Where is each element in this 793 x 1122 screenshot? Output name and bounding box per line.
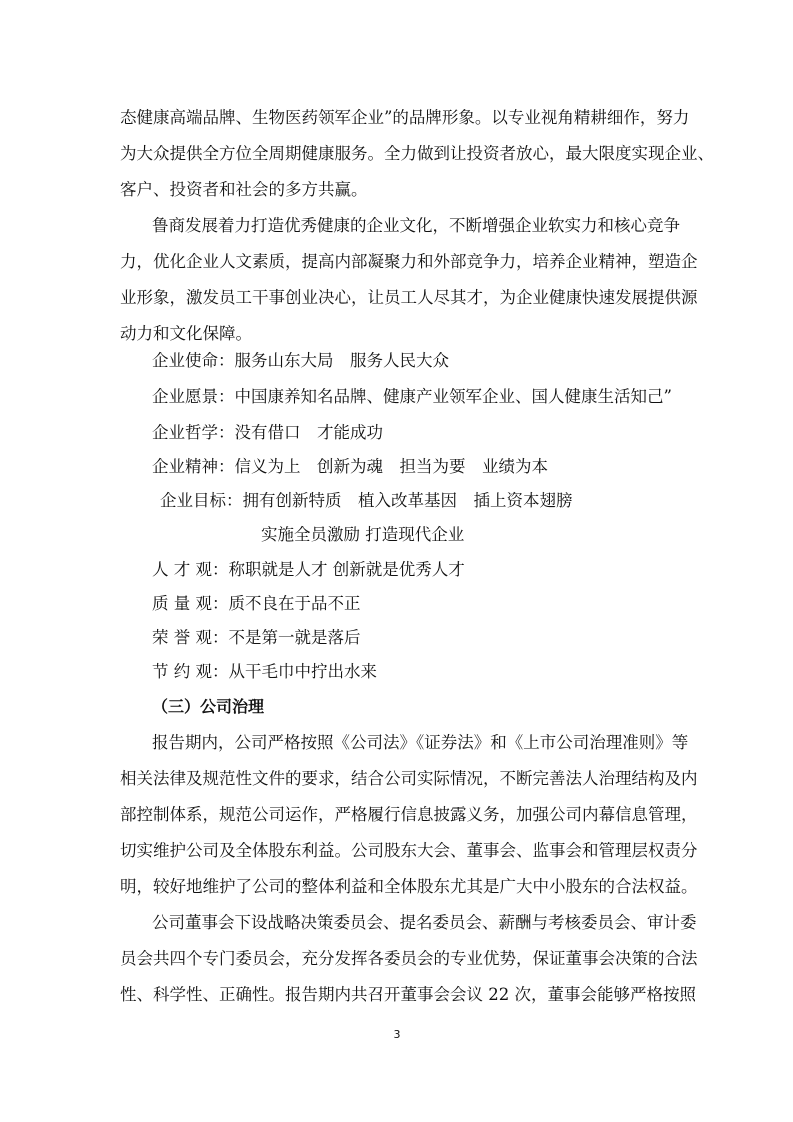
quality-view: 质 量 观：质不良在于品不正 bbox=[152, 594, 361, 613]
enterprise-mission: 企业使命：服务山东大局 服务人民大众 bbox=[152, 351, 449, 370]
enterprise-philosophy: 企业哲学：没有借口 才能成功 bbox=[152, 423, 383, 442]
governance-line-4: 切实维护公司及全体股东利益。公司股东大会、董事会、监事会和管理层权责分 bbox=[120, 841, 698, 860]
enterprise-goal-line-1: 企业目标：拥有创新特质 植入改革基因 插上资本翅膀 bbox=[160, 491, 573, 510]
board-line-2: 员会共四个专门委员会，充分发挥各委员会的专业优势，保证董事会决策的合法 bbox=[120, 949, 698, 968]
section-heading: （三）公司治理 bbox=[152, 697, 265, 716]
intro-line-3: 客户、投资者和社会的多方共赢。 bbox=[120, 180, 368, 199]
talent-view: 人 才 观：称职就是人才 创新就是优秀人才 bbox=[152, 560, 465, 579]
intro-line-1: 态健康高端品牌、生物医药领军企业”的品牌形象。以专业视角精耕细作，努力 bbox=[120, 108, 690, 127]
enterprise-vision: 企业愿景：中国康养知名品牌、健康产业领军企业、国人健康生活知己” bbox=[152, 387, 672, 406]
page-number: 3 bbox=[393, 1028, 401, 1041]
culture-line-3: 业形象，激发员工干事创业决心，让员工人尽其才，为企业健康快速发展提供源 bbox=[120, 288, 698, 307]
culture-line-2: 力，优化企业人文素质，提高内部凝聚力和外部竞争力，培养企业精神，塑造企 bbox=[120, 252, 698, 271]
culture-line-1: 鲁商发展着力打造优秀健康的企业文化，不断增强企业软实力和核心竞争 bbox=[152, 216, 680, 235]
honor-view: 荣 誉 观：不是第一就是落后 bbox=[152, 628, 361, 647]
thrift-view: 节 约 观：从干毛巾中拧出水来 bbox=[152, 662, 377, 681]
governance-line-3: 部控制体系，规范公司运作，严格履行信息披露义务，加强公司内幕信息管理， bbox=[120, 805, 698, 824]
enterprise-goal-line-2: 实施全员激励 打造现代企业 bbox=[261, 525, 465, 544]
governance-line-5: 明，较好地维护了公司的整体利益和全体股东尤其是广大中小股东的合法权益。 bbox=[120, 877, 698, 896]
board-line-1: 公司董事会下设战略决策委员会、提名委员会、薪酬与考核委员会、审计委 bbox=[152, 913, 697, 932]
enterprise-spirit: 企业精神：信义为上 创新为魂 担当为要 业绩为本 bbox=[152, 457, 548, 476]
intro-line-2: 为大众提供全方位全周期健康服务。全力做到让投资者放心，最大限度实现企业、 bbox=[120, 144, 714, 163]
board-line-3: 性、科学性、正确性。报告期内共召开董事会会议 22 次，董事会能够严格按照 bbox=[120, 985, 696, 1004]
culture-line-4: 动力和文化保障。 bbox=[120, 324, 252, 343]
governance-line-1: 报告期内，公司严格按照《公司法》《证券法》和《上市公司治理准则》等 bbox=[152, 733, 689, 752]
governance-line-2: 相关法律及规范性文件的要求，结合公司实际情况，不断完善法人治理结构及内 bbox=[120, 769, 698, 788]
